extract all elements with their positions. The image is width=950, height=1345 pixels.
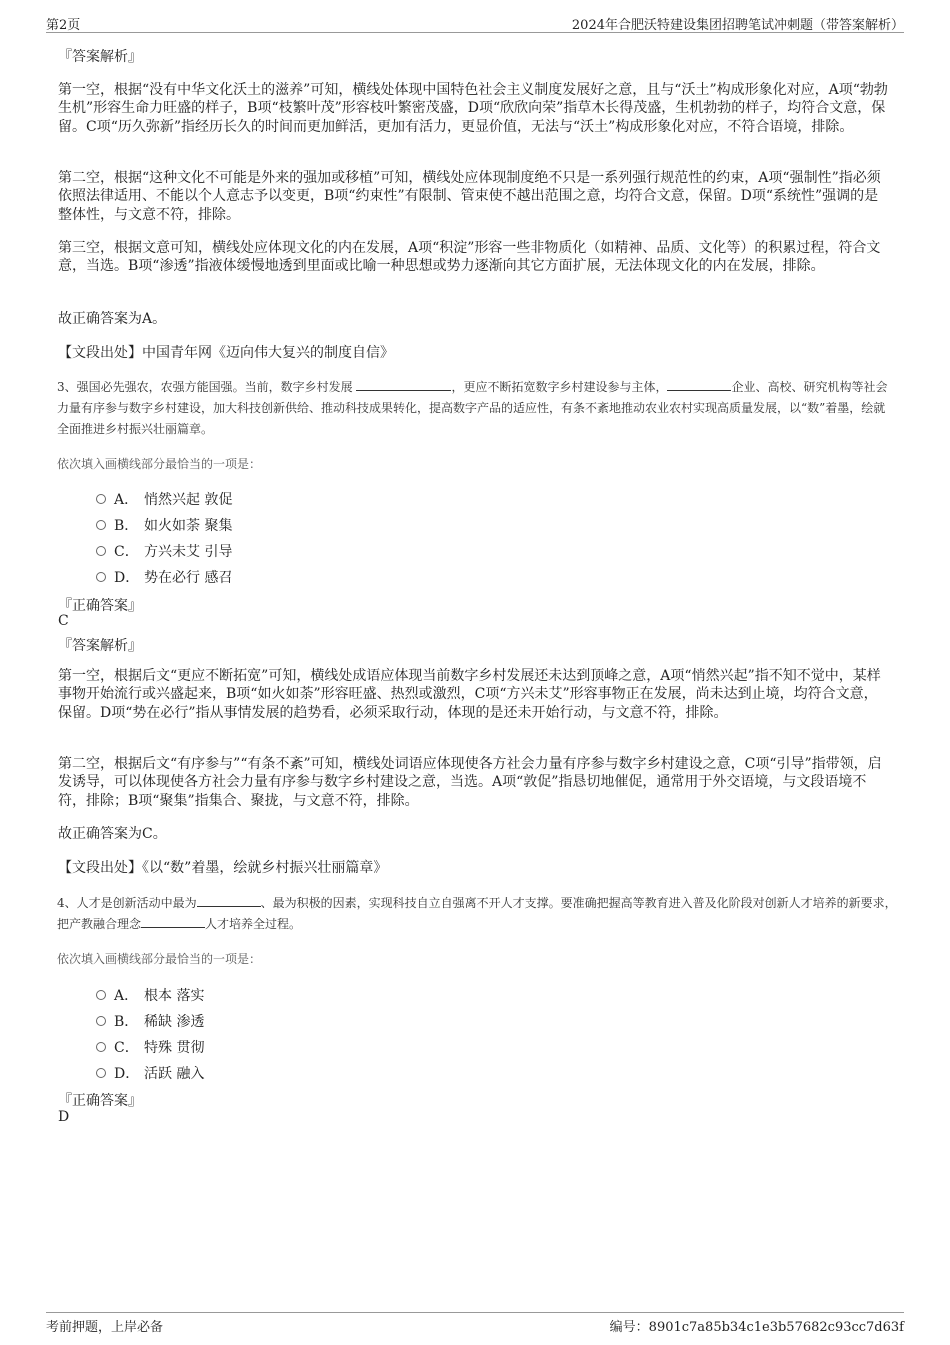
option-letter: C． — [114, 1040, 139, 1056]
option-b[interactable] — [96, 515, 232, 535]
radio-icon[interactable] — [96, 1068, 106, 1078]
option-letter: D． — [114, 1066, 140, 1082]
option-text: 悄然兴起 敦促 — [144, 492, 233, 508]
option-b[interactable] — [96, 1011, 204, 1031]
radio-icon[interactable] — [96, 1016, 106, 1026]
option-text: 势在必行 感召 — [144, 570, 233, 586]
radio-icon[interactable] — [96, 1042, 106, 1052]
option-text: 特殊 贯彻 — [144, 1040, 205, 1056]
question-text: 4、人才是创新活动中最为 — [57, 896, 197, 910]
question-prompt: 依次填入画横线部分最恰当的一项是： — [57, 952, 262, 966]
correct-answer: D — [58, 1109, 70, 1125]
question-prompt: 依次填入画横线部分最恰当的一项是： — [57, 457, 262, 471]
option-c[interactable] — [96, 1037, 204, 1057]
answer-conclusion: 故正确答案为A。 — [58, 311, 167, 327]
question-text: 、最为积极的因素，实现科技自立自强离不开人才支撑。要准确把握高等教育进入普及化阶段对创新人才培养的新要求，把产教融合理念 — [57, 896, 897, 931]
option-text: 稀缺 渗透 — [144, 1014, 205, 1030]
analysis-label: 『答案解析』 — [58, 49, 142, 65]
option-letter: B． — [114, 1014, 139, 1030]
correct-answer: C — [58, 613, 69, 629]
option-text: 活跃 融入 — [144, 1066, 205, 1082]
correct-answer-label: 『正确答案』 — [58, 598, 142, 614]
option-c[interactable] — [96, 541, 232, 561]
question-text: 企业、高校、研究机构等社会力量有序参与数字乡村建设，加大科技创新供给、推动科技成果转化，提高数字产品的适应性，有条不紊地推动农业农村实现高质量发展，以“数”着墨，绘就全面推进乡村振兴壮丽篇章。 — [57, 380, 888, 436]
radio-icon[interactable] — [96, 572, 106, 582]
option-text: 根本 落实 — [144, 988, 205, 1004]
footer-slogan: 考前押题，上岸必备 — [46, 1320, 164, 1335]
option-text: 如火如荼 聚集 — [144, 518, 233, 534]
page-header — [46, 12, 904, 33]
question-text: 人才培养全过程。 — [205, 917, 302, 931]
analysis-paragraph: 第二空，根据后文“有序参与”“有条不紊”可知，横线处词语应体现使各方社会力量有序参与数字乡村建设之意，C项“引导”指带领，启发诱导，可以体现使各方社会力量有序参与数字乡村建设之意，当选。A项“敦促”指恳切地催促，通常用于外交语境，与文段语境不符，排除；B项“聚集”指集合、聚拢，与文意不符，排除。 — [58, 756, 882, 809]
blank-line — [356, 378, 451, 391]
question-text: 3、强国必先强农，农强方能国强。当前，数字乡村发展 — [57, 380, 357, 394]
option-a[interactable] — [96, 985, 204, 1005]
document-title: 2024年合肥沃特建设集团招聘笔试冲刺题（带答案解析） — [571, 18, 904, 33]
option-letter: B． — [114, 518, 139, 534]
option-letter: C． — [114, 544, 139, 560]
option-a[interactable] — [96, 489, 232, 509]
question-text: ，更应不断拓宽数字乡村建设参与主体， — [451, 380, 668, 394]
radio-icon[interactable] — [96, 546, 106, 556]
blank-line — [197, 894, 261, 907]
radio-icon[interactable] — [96, 520, 106, 530]
radio-icon[interactable] — [96, 990, 106, 1000]
option-letter: D． — [114, 570, 140, 586]
blank-line — [667, 378, 731, 391]
analysis-paragraph: 第一空，根据后文“更应不断拓宽”可知，横线处成语应体现当前数字乡村发展还未达到顶峰之意，A项“悄然兴起”指不知不觉中，某样事物开始流行或兴盛起来，B项“如火如荼”形容旺盛、热烈或激烈，C项“方兴未艾”形容事物正在发展，尚未达到止境，均符合文意，保留。D项“势在必行”指从事情发展的趋势看，必须采取行动，体现的是还未开始行动，与文意不符，排除。 — [58, 668, 881, 721]
correct-answer-label: 『正确答案』 — [58, 1093, 142, 1109]
option-letter: A． — [114, 492, 139, 508]
analysis-paragraph: 第一空，根据“没有中华文化沃土的滋养”可知，横线处体现中国特色社会主义制度发展好之意，且与“沃土”构成形象化对应，A项“勃勃生机”形容生命力旺盛的样子，B项“枝繁叶茂”形容枝叶繁密茂盛，D项“欣欣向荣”指草木长得茂盛，生机勃勃的样子，均符合文意，保留。C项“历久弥新”指经历长久的时间而更加鲜活，更加有活力，更显价值，无法与“沃土”构成形象化对应，不符合语境，排除。 — [58, 82, 888, 135]
question-stem — [57, 377, 897, 440]
document-id: 编号：8901c7a85b34c1e3b57682c93cc7d63f — [609, 1320, 904, 1335]
analysis-paragraph: 第二空，根据“这种文化不可能是外来的强加或移植”可知，横线处应体现制度绝不只是一系列强行规范性的约束，A项“强制性”指必须依照法律适用、不能以个人意志予以变更，B项“约束性”有限制、管束使不越出范围之意，均符合文意，保留。D项“系统性”强调的是整体性，与文意不符，排除。 — [58, 170, 881, 223]
option-letter: A． — [114, 988, 139, 1004]
page-footer — [46, 1312, 904, 1333]
analysis-paragraph: 第三空，根据文意可知，横线处应体现文化的内在发展，A项“积淀”形容一些非物质化（如精神、品质、文化等）的积累过程，符合文意，当选。B项“渗透”指液体缓慢地透到里面或比喻一种思想或势力逐渐向其它方面扩展，无法体现文化的内在发展，排除。 — [58, 240, 881, 275]
radio-icon[interactable] — [96, 494, 106, 504]
source-citation: 【文段出处】《以“数”着墨，绘就乡村振兴壮丽篇章》 — [58, 860, 388, 876]
option-text: 方兴未艾 引导 — [144, 544, 233, 560]
option-d[interactable] — [96, 1063, 204, 1083]
option-d[interactable] — [96, 567, 232, 587]
blank-line — [141, 915, 205, 928]
page-number: 第2页 — [46, 18, 81, 33]
source-citation: 【文段出处】中国青年网《迈向伟大复兴的制度自信》 — [58, 345, 394, 361]
question-stem — [57, 893, 897, 935]
answer-conclusion: 故正确答案为C。 — [58, 826, 167, 842]
analysis-label: 『答案解析』 — [58, 638, 142, 654]
